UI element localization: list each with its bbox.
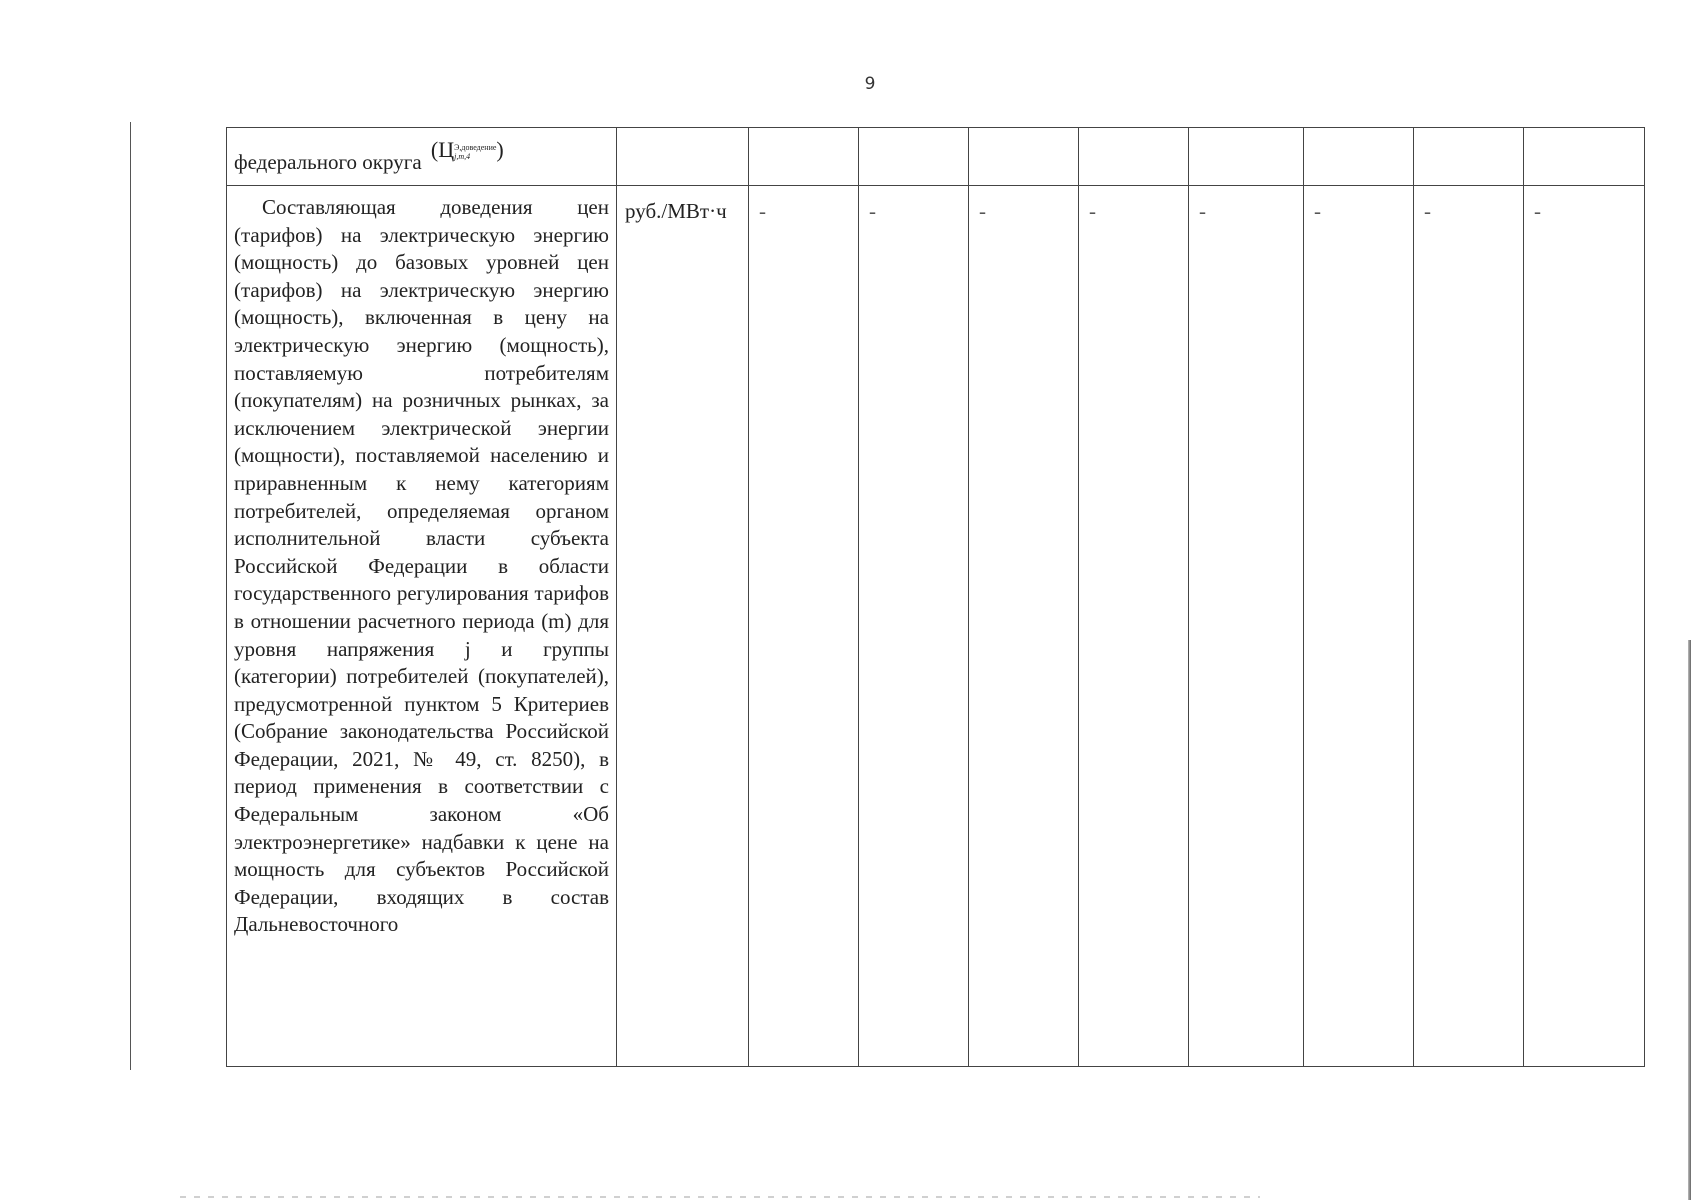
value-cell [1189,186,1304,1067]
value-dash: - [1424,199,1431,223]
value-dash: - [1089,199,1096,223]
value-cell [1189,128,1304,186]
value-cell [1524,128,1645,186]
value-cell [1079,128,1189,186]
value-cell [1414,128,1524,186]
value-cell [1304,128,1414,186]
table-row [227,186,1645,1067]
value-cell [969,128,1079,186]
tariff-table [226,127,1645,1067]
value-cell [859,128,969,186]
page-number: 9 [864,74,876,94]
unit-cell [617,186,749,1067]
indicator-name-continuation: федерального округа [234,150,422,175]
formula-open-paren: ( [430,137,439,163]
value-cell [749,186,859,1067]
formula-symbol [431,136,504,164]
scan-edge-shadow [1688,640,1691,1200]
indicator-name-cell [227,128,617,186]
value-dash: - [979,199,986,223]
value-dash: - [759,199,766,223]
unit-cell [617,128,749,186]
formula-superscript: Э,доведение [454,143,497,153]
value-dash: - [1534,199,1541,223]
left-margin-line [130,122,131,1070]
value-cell [1079,186,1189,1067]
table-row [227,128,1645,186]
value-cell [1524,186,1645,1067]
value-dash: - [1199,199,1206,223]
value-cell [1304,186,1414,1067]
indicator-name-cell [227,186,617,1067]
value-cell [859,186,969,1067]
value-cell [749,128,859,186]
formula-scripts [454,143,496,161]
value-dash: - [1314,199,1321,223]
scan-noise-line [180,1196,1260,1198]
value-cell [1414,186,1524,1067]
formula-base: Ц [438,137,455,163]
value-cell [969,186,1079,1067]
value-dash: - [869,199,876,223]
unit-label: руб./МВт·ч [625,199,727,223]
formula-close-paren: ) [496,137,504,163]
indicator-description: Составляющая доведения цен (тарифов) на электрическую энергию (мощность) до базовых уровней цен (тарифов) на электрическую энергию (мощность), включенная в цену на электрическую энергию (мощность), поставляемую потребителям (покупателям) на розничных рынках, за исключением электрической энергии (мощности), поставляемой населению и приравненным к нему категориям потребителей, определяемая органом исполнительной власти субъекта Российской Федерации в области государственного регулирования тарифов в отношении расчетного периода (m) для уровня напряжения j и группы (категории) потребителей (покупателей), предусмотренной пунктом 5 Критериев (Собрание законодательства Российской Федерации, 2021, № 49, ст. 8250), в период применения в соответствии с Федеральным законом «Об электроэнергетике» надбавки к цене на мощность для субъектов Российской Федерации, входящих в состав Дальневосточного [234,195,609,937]
formula-subscript: j,m,4 [454,152,471,162]
